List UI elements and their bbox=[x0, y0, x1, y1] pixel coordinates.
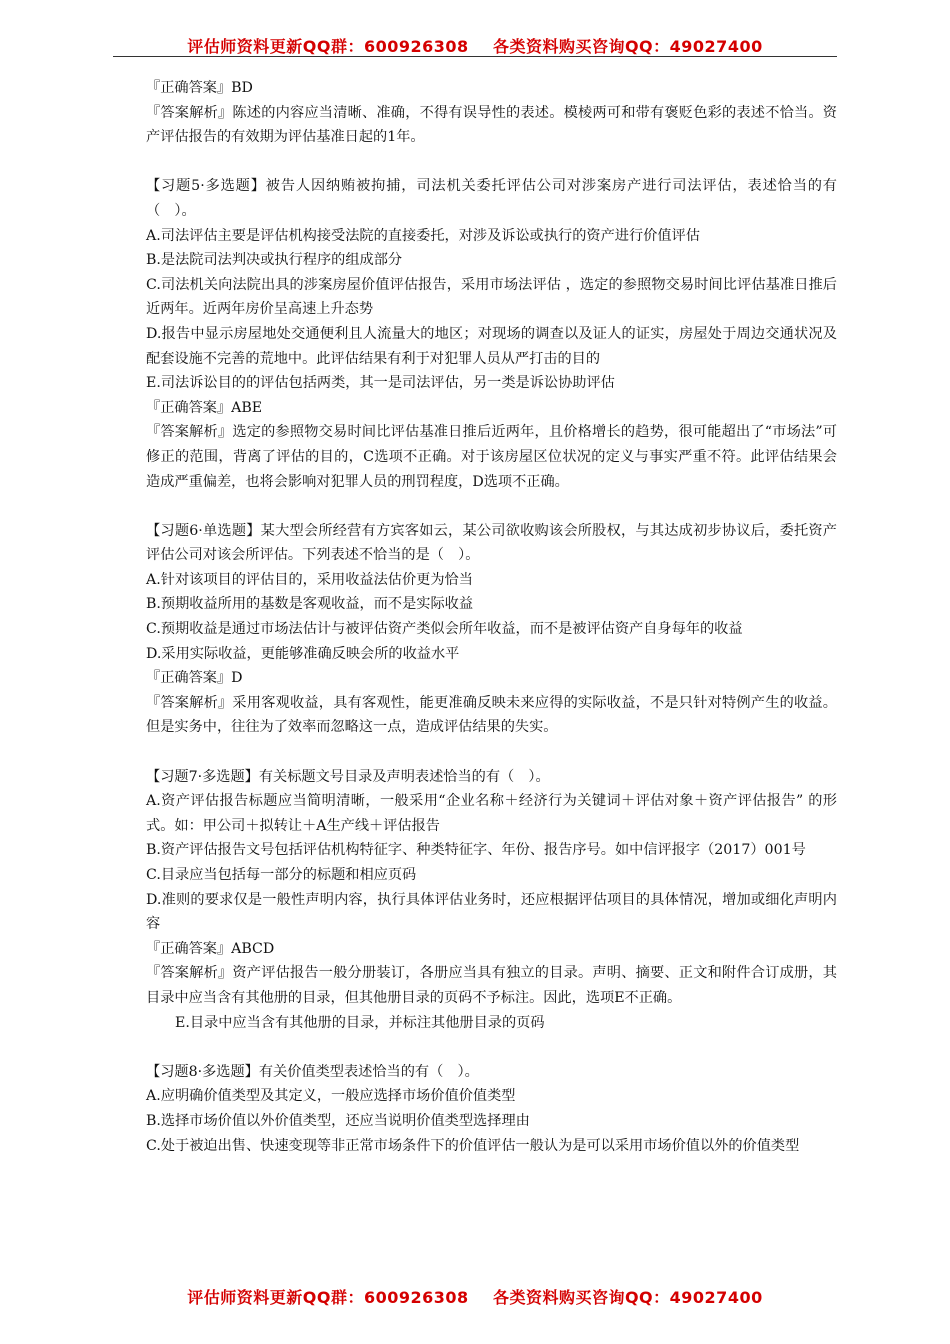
header-banner: 评估师资料更新QQ群：600926308 各类资料购买咨询QQ：49027400 bbox=[187, 37, 763, 56]
q7-option: B.资产评估报告文号包括评估机构特征字、种类特征字、年份、报告序号。如中信评报字（2017）001号 bbox=[146, 842, 806, 859]
q5-option: A.司法评估主要是评估机构接受法院的直接委托，对涉及诉讼或执行的资产进行价值评估 bbox=[146, 227, 700, 244]
q8-option: C.处于被迫出售、快速变现等非正常市场条件下的价值评估一般认为是可以采用市场价值以外的价值类型 bbox=[146, 1137, 800, 1154]
q7-option: C.目录应当包括每一部分的标题和相应页码 bbox=[146, 867, 417, 883]
prev-analysis: 『答案解析』陈述的内容应当清晰、准确，不得有误导性的表述。模棱两可和带有褒贬色彩的表述不恰当。资产评估报告的有效期为评估基准日起的1年。 bbox=[146, 104, 837, 146]
q5-option: D.报告中显示房屋地处交通便利且人流量大的地区；对现场的调查以及证人的证实，房屋处于周边交通状况及配套设施不完善的荒地中。此评估结果有利于对犯罪人员从严打击的目的 bbox=[146, 325, 837, 367]
q5-analysis: 『答案解析』选定的参照物交易时间比评估基准日推后近两年，且价格增长的趋势，很可能超出了“市场法”可修正的范围，背离了评估的目的，C选项不正确。对于该房屋区位状况的定义与事实严重不符。此评估结果会造成严重偏差，也将会影响对犯罪人员的刑罚程度，D选项不正确。 bbox=[146, 424, 837, 490]
q6-stem: 【习题6·单选题】某大型会所经营有方宾客如云，某公司欲收购该会所股权，与其达成初步协议后，委托资产评估公司对该会所评估。下列表述不恰当的是（ ）。 bbox=[146, 522, 837, 564]
q7-extra-option: E.目录中应当含有其他册的目录，并标注其他册目录的页码 bbox=[175, 1014, 545, 1031]
q7-analysis: 『答案解析』资产评估报告一般分册装订，各册应当具有独立的目录。声明、摘要、正文和附件合订成册，其目录中应当含有其他册的目录，但其他册目录的页码不予标注。因此，选项E不正确。 bbox=[146, 965, 837, 1006]
q8-stem: 【习题8·多选题】有关价值类型表述恰当的有（ ）。 bbox=[146, 1063, 479, 1080]
q6-analysis: 『答案解析』采用客观收益，具有客观性，能更准确反映未来应得的实际收益，不是只针对特例产生的收益。但是实务中，往往为了效率而忽略这一点，造成评估结果的失实。 bbox=[146, 694, 837, 736]
q6-option: B.预期收益所用的基数是客观收益，而不是实际收益 bbox=[146, 596, 474, 613]
q5-option: E.司法诉讼目的的评估包括两类，其一是司法评估，另一类是诉讼协助评估 bbox=[146, 375, 615, 392]
q6-option: A.针对该项目的评估目的，采用收益法估价更为恰当 bbox=[146, 571, 473, 588]
q6-option: D.采用实际收益，更能够准确反映会所的收益水平 bbox=[146, 645, 460, 662]
q8-option: A.应明确价值类型及其定义，一般应选择市场价值价值类型 bbox=[146, 1088, 516, 1105]
q5-answer: 『正确答案』ABE bbox=[146, 399, 263, 416]
q5-stem: 【习题5·多选题】被告人因纳贿被拘捕，司法机关委托评估公司对涉案房产进行司法评估，表述恰当的有（ ）。 bbox=[146, 178, 837, 219]
q7-option: D.准则的要求仅是一般性声明内容，执行具体评估业务时，还应根据评估项目的具体情况，增加或细化声明内容 bbox=[146, 891, 837, 933]
q7-option: A.资产评估报告标题应当简明清晰，一般采用“企业名称＋经济行为关键词＋评估对象＋资产评估报告” 的形式。如：甲公司＋拟转让＋A生产线＋评估报告 bbox=[146, 793, 837, 834]
footer-banner: 评估师资料更新QQ群：600926308 各类资料购买咨询QQ：49027400 bbox=[187, 1288, 763, 1307]
document-body bbox=[117, 76, 837, 1158]
q5-option: B.是法院司法判决或执行程序的组成部分 bbox=[146, 252, 403, 269]
q6-option: C.预期收益是通过市场法估计与被评估资产类似会所年收益，而不是被评估资产自身每年的收益 bbox=[146, 621, 743, 638]
q5-option: C.司法机关向法院出具的涉案房屋价值评估报告，采用市场法评估 ，选定的参照物交易时间比评估基准日推后近两年。近两年房价呈高速上升态势 bbox=[146, 276, 837, 318]
prev-answer: 『正确答案』BD bbox=[146, 80, 253, 96]
q6-answer: 『正确答案』D bbox=[146, 670, 243, 687]
q7-answer: 『正确答案』ABCD bbox=[146, 940, 275, 957]
header-rule bbox=[113, 56, 837, 57]
q7-stem: 【习题7·多选题】有关标题文号目录及声明表述恰当的有（ ）。 bbox=[146, 768, 550, 785]
q8-option: B.选择市场价值以外价值类型，还应当说明价值类型选择理由 bbox=[146, 1112, 530, 1129]
